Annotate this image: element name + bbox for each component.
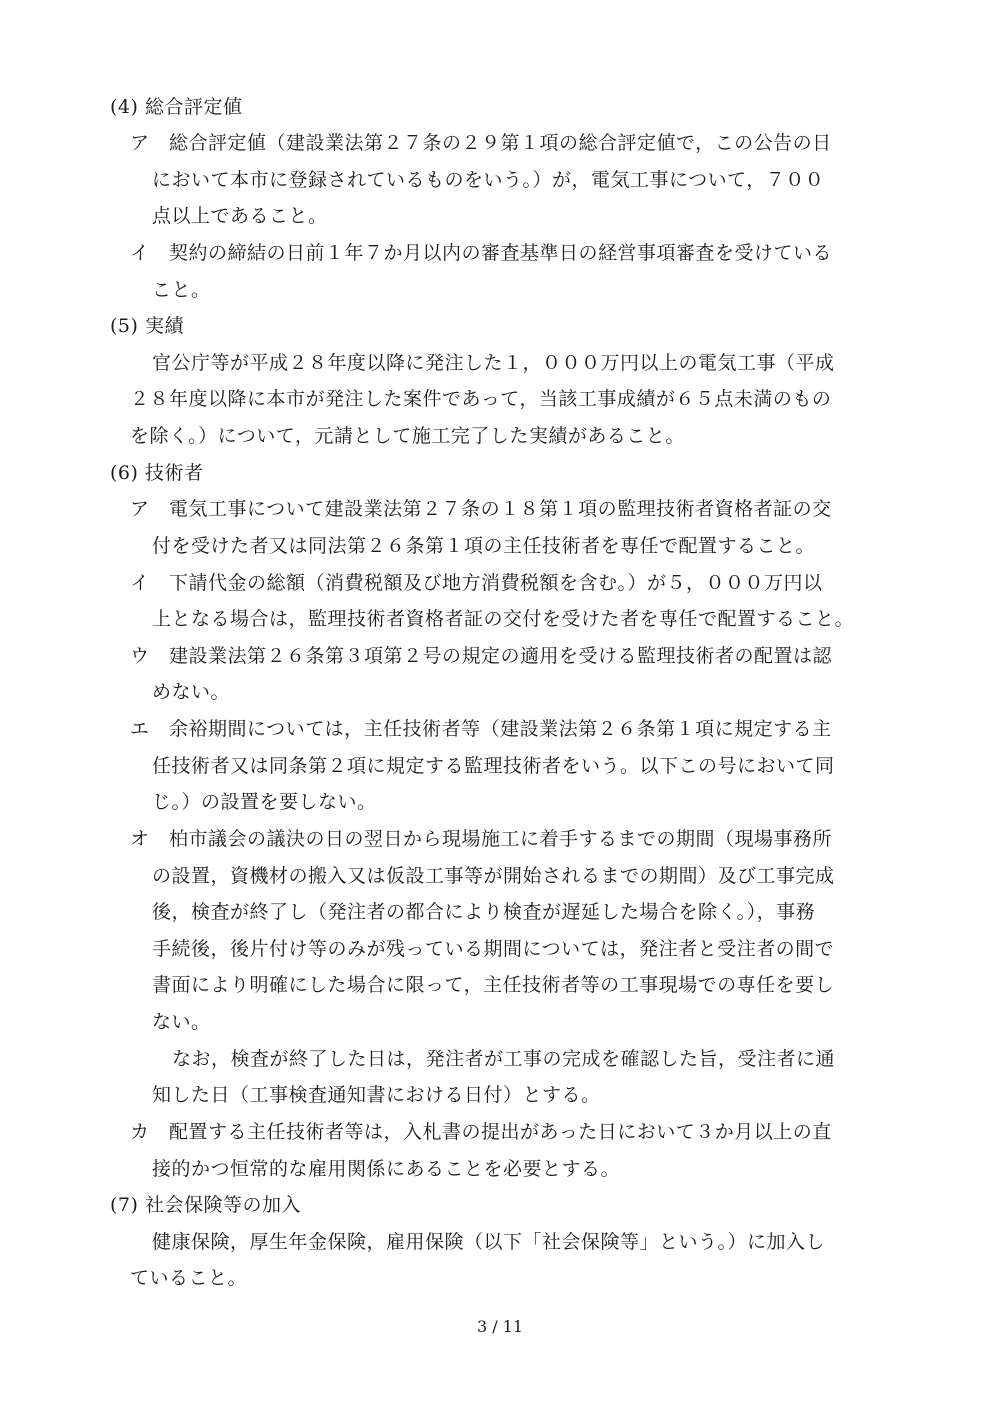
paragraph-line: 健康保険，厚生年金保険，雇用保険（以下「社会保険等」という。）に加入し (152, 1231, 826, 1253)
item-line: オ 柏市議会の議決の日の翌日から現場施工に着手するまでの期間（現場事務所 (130, 828, 833, 850)
item-line: 後，検査が終了し（発注者の都合により検査が遅延した場合を除く。），事務 (152, 901, 816, 923)
item-line: 書面により明確にした場合に限って，主任技術者等の工事現場での専任を要し (152, 974, 835, 996)
item-line: 点以上であること。 (152, 205, 328, 227)
item-line: イ 下請代金の総額（消費税額及び地方消費税額を含む。）が５，０００万円以 (130, 572, 823, 594)
item-line: 手続後，後片付け等のみが残っている期間については，発注者と受注者の間で (152, 938, 835, 960)
item-line: の設置，資機材の搬入又は仮設工事等が開始されるまでの期間）及び工事完成 (152, 865, 835, 887)
item-line: において本市に登録されているものをいう。）が，電気工事について，７００ (152, 169, 825, 191)
page-number: 3 / 11 (476, 1317, 524, 1336)
item-line: めない。 (152, 681, 231, 703)
paragraph-line: 官公庁等が平成２８年度以降に発注した１，０００万円以上の電気工事（平成 (152, 352, 835, 374)
section-heading: (6) 技術者 (110, 462, 204, 484)
item-line: ア 電気工事について建設業法第２７条の１８第１項の監理技術者資格者証の交 (130, 498, 832, 520)
item-line: 付を受けた者又は同法第２６条第１項の主任技術者を専任で配置すること。 (152, 535, 816, 557)
item-line: ウ 建設業法第２６条第３項第２号の規定の適用を受ける監理技術者の配置は認 (130, 645, 833, 667)
section-heading: (5) 実績 (110, 315, 184, 337)
item-line: こと。 (152, 279, 211, 301)
item-line: 任技術者又は同条第２項に規定する監理技術者をいう。以下この号において同 (152, 755, 835, 777)
item-line: じ。）の設置を要しない。 (152, 791, 377, 813)
item-line: なお，検査が終了した日は，発注者が工事の完成を確認した旨，受注者に通 (172, 1048, 836, 1070)
paragraph-line: ていること。 (130, 1267, 248, 1289)
paragraph-line: を除く。）について，元請として施工完了した実績があること。 (130, 425, 685, 447)
section-heading: (4) 総合評定値 (110, 96, 243, 118)
item-line: ない。 (152, 1011, 211, 1033)
paragraph-line: ２８年度以降に本市が発注した案件であって，当該工事成績が６５点未満のもの (130, 388, 832, 410)
item-line: 知した日（工事検査通知書における日付）とする。 (152, 1084, 601, 1106)
item-line: 接的かつ恒常的な雇用関係にあることを必要とする。 (152, 1158, 621, 1180)
item-line: イ 契約の締結の日前１年７か月以内の審査基準日の経営事項審査を受けている (130, 242, 833, 264)
item-line: 上となる場合は，監理技術者資格者証の交付を受けた者を専任で配置すること。 (152, 608, 855, 630)
section-heading: (7) 社会保険等の加入 (110, 1194, 301, 1216)
item-line: カ 配置する主任技術者等は，入札書の提出があった日において３か月以上の直 (130, 1121, 832, 1143)
item-line: ア 総合評定値（建設業法第２７条の２９第１項の総合評定値で，この公告の日 (130, 132, 832, 154)
item-line: エ 余裕期間については，主任技術者等（建設業法第２６条第１項に規定する主 (130, 718, 832, 740)
